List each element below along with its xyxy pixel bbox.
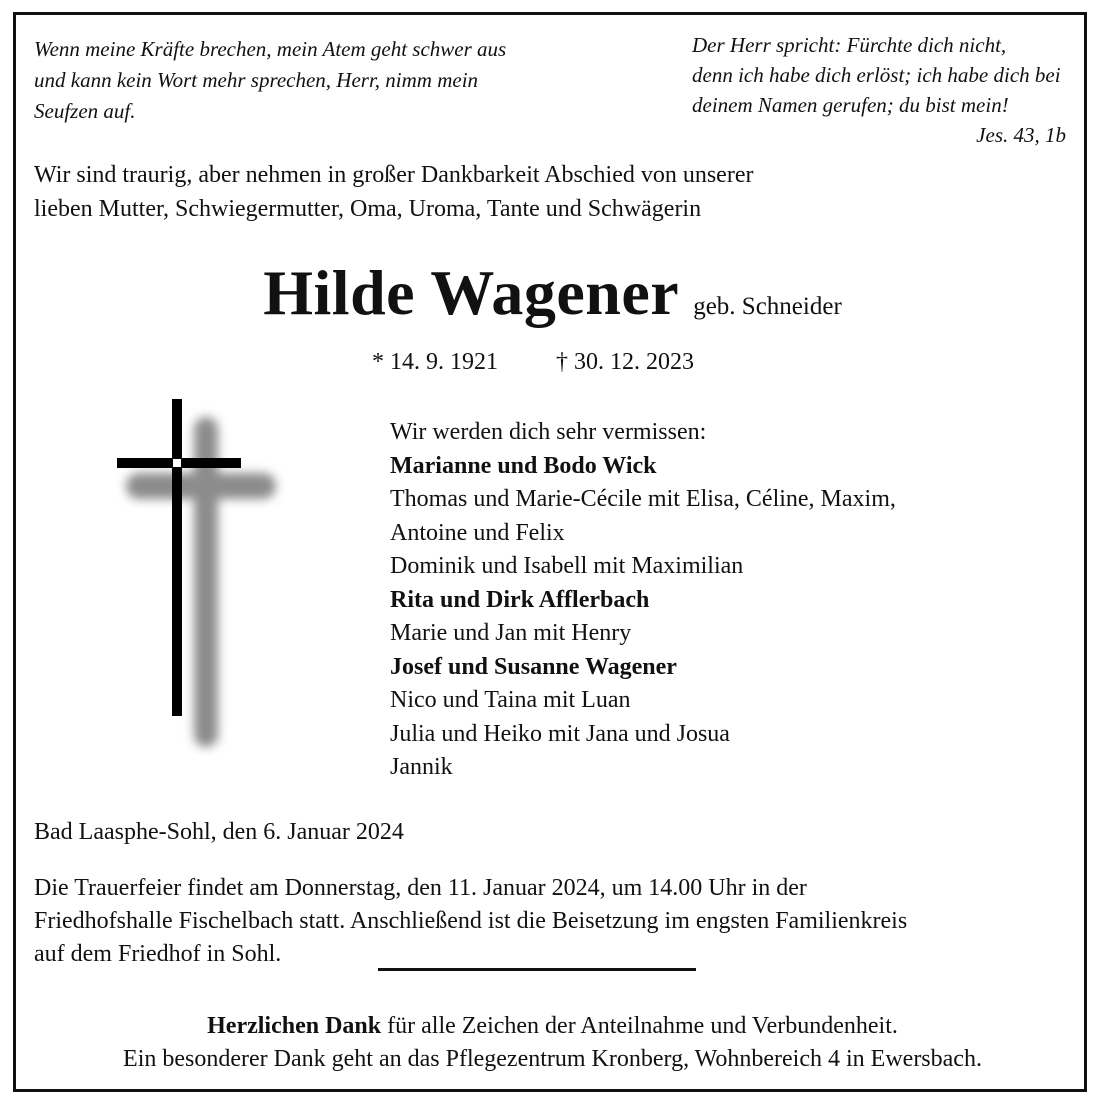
family-name: Josef und Susanne Wagener: [390, 653, 677, 680]
funeral-line: Die Trauerfeier findet am Donnerstag, den 11. Januar 2024, um 14.00 Uhr in der: [34, 875, 807, 901]
death-date: † 30. 12. 2023: [556, 349, 694, 375]
mourners-heading: Wir werden dich sehr vermissen:: [390, 419, 707, 445]
family-member: Thomas und Marie-Cécile mit Elisa, Céline, Maxim,: [390, 486, 896, 512]
thanks-line-2: Ein besonderer Dank geht an das Pflegezentrum Kronberg, Wohnbereich 4 in Ewersbach.: [123, 1046, 982, 1072]
funeral-line: auf dem Friedhof in Sohl.: [34, 941, 282, 967]
quote-left-line: Wenn meine Kräfte brechen, mein Atem geht schwer aus: [34, 37, 507, 61]
intro-text: [34, 158, 1074, 226]
bible-reference: Jes. 43, 1b: [976, 123, 1066, 147]
family-member: Marie und Jan mit Henry: [390, 620, 632, 646]
family-member: Dominik und Isabell mit Maximilian: [390, 553, 744, 579]
place-date: Bad Laasphe-Sohl, den 6. Januar 2024: [34, 819, 404, 845]
quote-left-line: und kann kein Wort mehr sprechen, Herr, nimm mein: [34, 68, 479, 92]
bible-quote-line: denn ich habe dich erlöst; ich habe dich bei: [692, 63, 1061, 87]
divider-line: [378, 968, 696, 971]
funeral-info: [34, 872, 1084, 971]
family-member: Nico und Taina mit Luan: [390, 687, 631, 713]
intro-line: Wir sind traurig, aber nehmen in großer Dankbarkeit Abschied von unserer: [34, 162, 754, 188]
family-member: Jannik: [390, 754, 453, 780]
thanks-rest: für alle Zeichen der Anteilnahme und Verbundenheit.: [381, 1013, 898, 1039]
thanks-section: [0, 1010, 1105, 1076]
maiden-name: geb. Schneider: [693, 293, 842, 320]
mourners-list: [390, 416, 1070, 785]
bible-quote: [692, 30, 1082, 150]
birth-date: * 14. 9. 1921: [372, 349, 498, 375]
family-name: Rita und Dirk Afflerbach: [390, 586, 650, 613]
bible-quote-line: Der Herr spricht: Fürchte dich nicht,: [692, 33, 1007, 57]
life-dates: [372, 349, 694, 376]
family-member: Antoine und Felix: [390, 519, 565, 546]
bible-quote-line: deinem Namen gerufen; du bist mein!: [692, 93, 1009, 117]
cross-icon: [110, 395, 290, 755]
intro-line: lieben Mutter, Schwiegermutter, Oma, Uroma, Tante und Schwägerin: [34, 196, 702, 222]
quote-left: [34, 34, 574, 127]
family-member: Julia und Heiko mit Jana und Josua: [390, 720, 730, 747]
thanks-line-1: [0, 1010, 1105, 1043]
quote-left-line: Seufzen auf.: [34, 99, 136, 123]
thanks-bold: Herzlichen Dank: [207, 1013, 382, 1039]
deceased-name-line: [0, 256, 1105, 330]
family-name: Marianne und Bodo Wick: [390, 452, 657, 479]
deceased-name: Hilde Wagener: [263, 257, 680, 328]
funeral-line: Friedhofshalle Fischelbach statt. Anschließend ist die Beisetzung im engsten Familienkreis: [34, 908, 908, 934]
